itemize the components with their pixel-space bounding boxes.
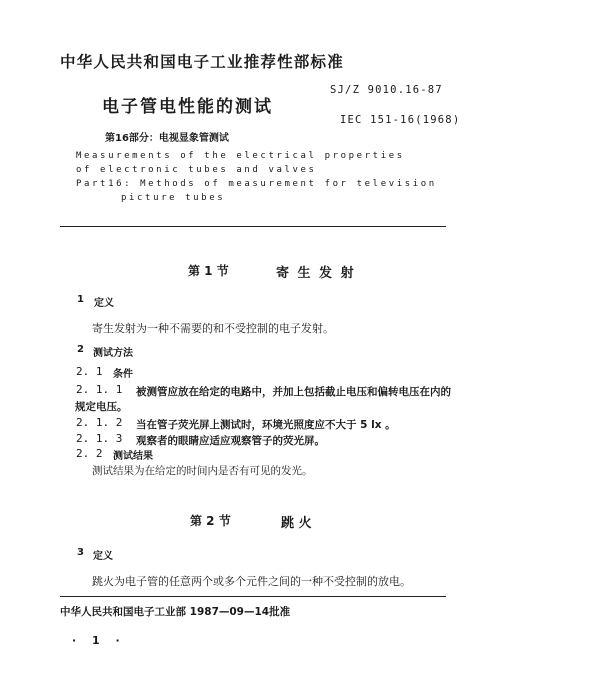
iec-reference: IEC 151-16(1968) <box>340 114 461 126</box>
clause-2-1-title: 条件 <box>113 369 133 380</box>
section-1-number: 第 1 节 <box>188 264 229 278</box>
approval-line: 中华人民共和国电子工业部 1987—09—14批准 <box>60 606 291 618</box>
english-title-line-1: Measurements of the electrical properties <box>76 151 405 161</box>
clause-2-2-title: 测试结果 <box>113 451 153 462</box>
section-2-title: 跳 火 <box>281 516 312 531</box>
section-2-number: 第 2 节 <box>190 514 231 528</box>
document-title: 电子管电性能的测试 <box>102 97 273 117</box>
clause-2-1-2-text: 当在管子荧光屏上测试时，环境光照度应不大于 5 lx 。 <box>136 419 396 431</box>
clause-2-2-number: 2. 2 <box>76 447 103 460</box>
english-title-line-2: of electronic tubes and valves <box>76 165 317 175</box>
header-divider <box>60 226 446 227</box>
issuing-body-title: 中华人民共和国电子工业推荐性部标准 <box>60 53 344 71</box>
clause-3-title: 定义 <box>93 551 113 562</box>
english-title-line-3: Part16: Methods of measurement for television <box>76 179 437 189</box>
clause-1-text: 寄生发射为一种不需要的和不受控制的电子发射。 <box>92 322 334 335</box>
clause-2-number: 2 <box>77 344 84 355</box>
clause-3-text: 跳火为电子管的任意两个或多个元件之间的一种不受控制的放电。 <box>92 575 411 588</box>
clause-3-number: 3 <box>77 547 84 558</box>
standard-code: SJ/Z 9010.16-87 <box>330 84 443 96</box>
clause-2-1-number: 2. 1 <box>76 365 103 378</box>
page-number: · 1 · <box>72 634 126 647</box>
clause-2-1-3-number: 2. 1. 3 <box>76 432 123 445</box>
section-1-title: 寄 生 发 射 <box>276 266 356 281</box>
clause-2-1-2-number: 2. 1. 2 <box>76 416 123 429</box>
clause-1-number: 1 <box>77 294 84 305</box>
clause-2-1-1-text: 被测管应放在给定的电路中，并加上包括截止电压和偏转电压在内的 <box>136 386 451 398</box>
clause-2-1-1-text-cont: 规定电压。 <box>75 401 128 413</box>
english-title-line-4: picture tubes <box>121 193 226 203</box>
clause-1-title: 定义 <box>94 298 114 309</box>
part-subtitle: 第16部分：电视显象管测试 <box>105 133 229 144</box>
clause-2-1-1-number: 2. 1. 1 <box>76 383 123 396</box>
clause-2-title: 测试方法 <box>93 348 133 359</box>
clause-2-2-text: 测试结果为在给定的时间内是否有可见的发光。 <box>92 465 313 477</box>
footer-divider <box>60 596 446 597</box>
clause-2-1-3-text: 观察者的眼睛应适应观察管子的荧光屏。 <box>136 435 325 447</box>
